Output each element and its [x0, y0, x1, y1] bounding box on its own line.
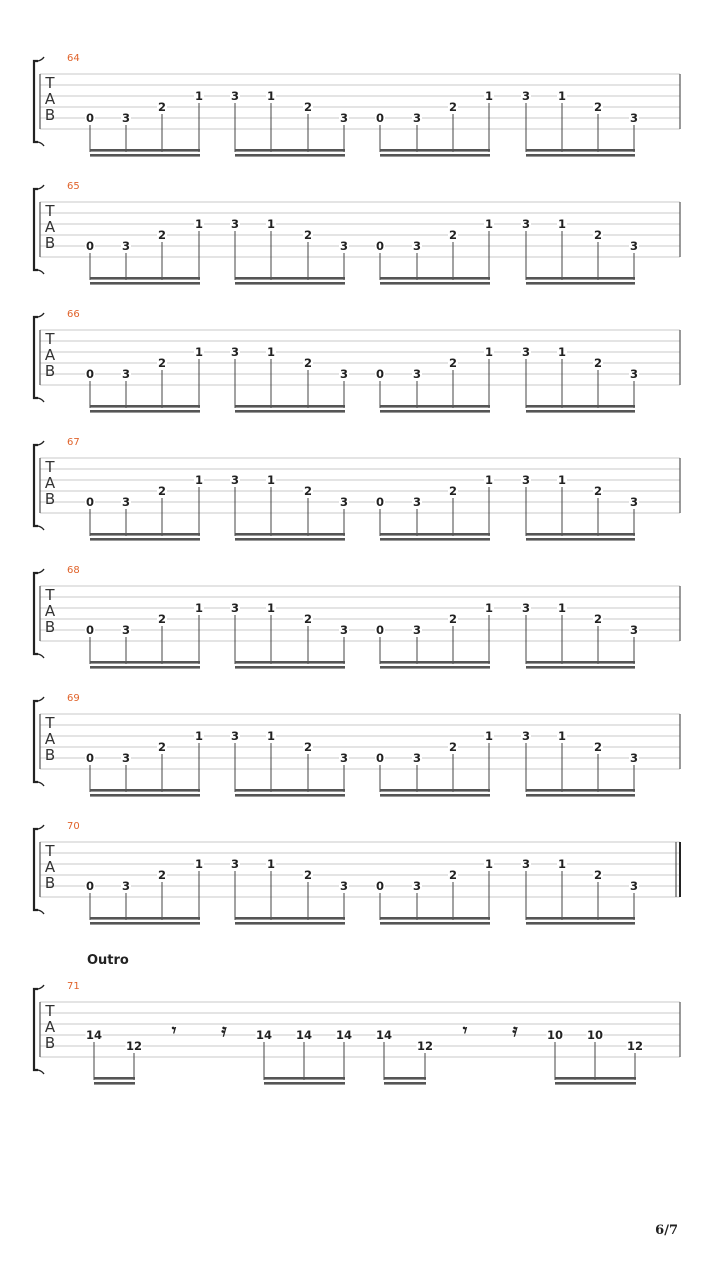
fret-number: 1 [266, 729, 276, 743]
fret-number: 10 [586, 1028, 604, 1042]
fret-number: 3 [521, 473, 531, 487]
tab-system [34, 309, 680, 413]
system-bracket [38, 398, 44, 402]
fret-number: 2 [157, 868, 167, 882]
fret-number: 1 [194, 345, 204, 359]
tab-system [34, 53, 680, 157]
tab-clef-letter: T [45, 842, 55, 860]
fret-number: 14 [255, 1028, 273, 1042]
fret-number: 1 [194, 857, 204, 871]
fret-number: 2 [448, 100, 458, 114]
beam [380, 661, 490, 664]
fret-number: 2 [593, 612, 603, 626]
fret-number: 2 [448, 484, 458, 498]
system-bracket [34, 701, 38, 782]
fret-number: 3 [230, 473, 240, 487]
fret-number: 0 [375, 239, 385, 253]
beam [90, 661, 200, 664]
tab-clef-letter: A [44, 218, 56, 236]
fret-number: 2 [157, 484, 167, 498]
tab-clef-letter: B [44, 362, 56, 380]
fret-number: 3 [412, 239, 422, 253]
fret-number: 3 [629, 879, 639, 893]
system-bracket [38, 185, 44, 189]
fret-number: 3 [629, 367, 639, 381]
fret-number: 1 [266, 473, 276, 487]
fret-number: 3 [629, 751, 639, 765]
beam [380, 922, 490, 925]
tab-clef-letter: T [45, 1002, 55, 1020]
measure-number: 70 [67, 821, 80, 832]
fret-number: 3 [121, 751, 131, 765]
fret-number: 3 [412, 751, 422, 765]
beam [380, 282, 490, 285]
fret-number: 1 [266, 857, 276, 871]
sixteenth-rest: 𝄿 [221, 1021, 227, 1041]
fret-number: 1 [557, 345, 567, 359]
fret-number: 2 [303, 228, 313, 242]
fret-number: 0 [85, 367, 95, 381]
beam [380, 789, 490, 792]
fret-number: 3 [230, 857, 240, 871]
fret-number: 1 [194, 601, 204, 615]
beam [526, 149, 635, 152]
tab-clef-letter: T [45, 202, 55, 220]
fret-number: 3 [230, 89, 240, 103]
fret-number: 2 [303, 868, 313, 882]
beam [380, 277, 490, 280]
fret-number: 1 [484, 217, 494, 231]
fret-number: 3 [521, 729, 531, 743]
fret-number: 2 [157, 100, 167, 114]
beam [555, 1077, 636, 1080]
fret-number: 2 [157, 740, 167, 754]
tab-clef-letter: A [44, 858, 56, 876]
fret-number: 3 [521, 345, 531, 359]
beam [526, 405, 635, 408]
fret-number: 2 [593, 740, 603, 754]
fret-number: 0 [375, 751, 385, 765]
beam [90, 277, 200, 280]
fret-number: 1 [484, 89, 494, 103]
beam [526, 282, 635, 285]
beam [555, 1082, 636, 1085]
fret-number: 3 [521, 601, 531, 615]
system-bracket [38, 569, 44, 573]
tab-clef-letter: A [44, 474, 56, 492]
fret-number: 1 [557, 473, 567, 487]
fret-number: 3 [339, 367, 349, 381]
fret-number: 2 [157, 228, 167, 242]
fret-number: 0 [375, 879, 385, 893]
beam [384, 1077, 426, 1080]
fret-number: 2 [303, 356, 313, 370]
beam [90, 666, 200, 669]
fret-number: 3 [339, 111, 349, 125]
fret-number: 3 [412, 367, 422, 381]
fret-number: 3 [230, 601, 240, 615]
fret-number: 0 [85, 623, 95, 637]
tab-system [34, 181, 680, 285]
beam [526, 922, 635, 925]
beam [384, 1082, 426, 1085]
tab-clef-letter: A [44, 730, 56, 748]
system-bracket [38, 142, 44, 146]
fret-number: 2 [593, 228, 603, 242]
fret-number: 3 [121, 111, 131, 125]
system-bracket [34, 573, 38, 654]
system-bracket [38, 526, 44, 530]
fret-number: 1 [266, 345, 276, 359]
tab-clef-letter: A [44, 346, 56, 364]
fret-number: 2 [593, 100, 603, 114]
beam [235, 538, 345, 541]
tab-clef-letter: B [44, 1034, 56, 1052]
fret-number: 12 [626, 1039, 644, 1053]
tab-clef-letter: T [45, 586, 55, 604]
fret-number: 0 [85, 879, 95, 893]
fret-number: 1 [194, 729, 204, 743]
tab-clef-letter: T [45, 74, 55, 92]
fret-number: 2 [593, 484, 603, 498]
fret-number: 10 [546, 1028, 564, 1042]
fret-number: 1 [194, 217, 204, 231]
fret-number: 1 [557, 217, 567, 231]
beam [380, 538, 490, 541]
tab-clef-letter: A [44, 90, 56, 108]
beam [235, 533, 345, 536]
beam [380, 917, 490, 920]
fret-number: 2 [303, 100, 313, 114]
fret-number: 3 [121, 495, 131, 509]
measure-number: 64 [67, 53, 80, 64]
system-bracket [38, 782, 44, 786]
fret-number: 2 [448, 356, 458, 370]
beam [526, 410, 635, 413]
fret-number: 2 [303, 612, 313, 626]
fret-number: 0 [375, 495, 385, 509]
fret-number: 14 [335, 1028, 353, 1042]
section-label: Outro [87, 953, 129, 968]
tab-clef-letter: T [45, 714, 55, 732]
tab-clef-letter: B [44, 490, 56, 508]
fret-number: 3 [412, 623, 422, 637]
beam [526, 789, 635, 792]
beam [264, 1077, 345, 1080]
tab-clef-letter: B [44, 234, 56, 252]
beam [90, 405, 200, 408]
fret-number: 2 [448, 868, 458, 882]
measure-number: 65 [67, 181, 80, 192]
fret-number: 2 [593, 356, 603, 370]
beam [90, 149, 200, 152]
fret-number: 12 [125, 1039, 143, 1053]
eighth-rest: 𝄾 [462, 1021, 468, 1041]
beam [235, 661, 345, 664]
fret-number: 3 [121, 879, 131, 893]
beam [90, 794, 200, 797]
fret-number: 2 [448, 612, 458, 626]
fret-number: 3 [339, 879, 349, 893]
beam [526, 277, 635, 280]
fret-number: 1 [484, 473, 494, 487]
fret-number: 1 [484, 345, 494, 359]
tab-clef-letter: A [44, 1018, 56, 1036]
measure-number: 67 [67, 437, 80, 448]
beam [235, 917, 345, 920]
system-bracket [38, 985, 44, 989]
fret-number: 3 [629, 111, 639, 125]
fret-number: 12 [416, 1039, 434, 1053]
fret-number: 3 [339, 751, 349, 765]
system-bracket [38, 654, 44, 658]
beam [235, 922, 345, 925]
fret-number: 3 [339, 239, 349, 253]
fret-number: 3 [121, 239, 131, 253]
beam [90, 533, 200, 536]
fret-number: 14 [85, 1028, 103, 1042]
fret-number: 0 [375, 111, 385, 125]
beam [380, 794, 490, 797]
fret-number: 2 [157, 356, 167, 370]
beam [235, 154, 345, 157]
beam [235, 410, 345, 413]
beam [90, 789, 200, 792]
beam [235, 666, 345, 669]
beam [380, 154, 490, 157]
fret-number: 3 [339, 495, 349, 509]
fret-number: 1 [484, 729, 494, 743]
measure-number: 66 [67, 309, 80, 320]
system-bracket [34, 61, 38, 142]
fret-number: 1 [194, 473, 204, 487]
tab-clef-letter: B [44, 746, 56, 764]
beam [235, 405, 345, 408]
fret-number: 3 [230, 217, 240, 231]
fret-number: 2 [448, 228, 458, 242]
tab-system [34, 565, 680, 669]
beam [235, 282, 345, 285]
fret-number: 3 [230, 345, 240, 359]
tab-clef-letter: T [45, 330, 55, 348]
system-bracket [38, 697, 44, 701]
fret-number: 0 [375, 367, 385, 381]
fret-number: 0 [85, 239, 95, 253]
fret-number: 2 [303, 484, 313, 498]
beam [90, 917, 200, 920]
system-bracket [34, 189, 38, 270]
system-bracket [34, 445, 38, 526]
fret-number: 3 [629, 623, 639, 637]
measure-number: 71 [67, 981, 80, 992]
tab-system [34, 437, 680, 541]
fret-number: 2 [593, 868, 603, 882]
system-bracket [38, 57, 44, 61]
eighth-rest: 𝄾 [171, 1021, 177, 1041]
fret-number: 3 [412, 879, 422, 893]
sixteenth-rest: 𝄿 [512, 1021, 518, 1041]
tab-clef-letter: A [44, 602, 56, 620]
system-bracket [38, 910, 44, 914]
beam [380, 533, 490, 536]
beam [380, 149, 490, 152]
system-bracket [38, 825, 44, 829]
fret-number: 2 [448, 740, 458, 754]
fret-number: 1 [266, 89, 276, 103]
system-bracket [38, 270, 44, 274]
beam [526, 661, 635, 664]
beam [94, 1077, 135, 1080]
tab-clef-letter: B [44, 874, 56, 892]
fret-number: 3 [521, 89, 531, 103]
fret-number: 1 [194, 89, 204, 103]
tab-clef-letter: B [44, 106, 56, 124]
fret-number: 0 [85, 495, 95, 509]
fret-number: 1 [484, 857, 494, 871]
tab-system [34, 821, 680, 925]
fret-number: 1 [484, 601, 494, 615]
beam [90, 922, 200, 925]
fret-number: 2 [303, 740, 313, 754]
fret-number: 3 [121, 367, 131, 381]
fret-number: 1 [266, 217, 276, 231]
beam [526, 917, 635, 920]
system-bracket [34, 829, 38, 910]
fret-number: 14 [295, 1028, 313, 1042]
fret-number: 0 [85, 111, 95, 125]
fret-number: 0 [375, 623, 385, 637]
beam [235, 794, 345, 797]
fret-number: 3 [121, 623, 131, 637]
fret-number: 14 [375, 1028, 393, 1042]
tab-clef-letter: T [45, 458, 55, 476]
tab-clef-letter: B [44, 618, 56, 636]
beam [94, 1082, 135, 1085]
beam [526, 538, 635, 541]
system-bracket [34, 989, 38, 1070]
beam [380, 405, 490, 408]
system-bracket [34, 317, 38, 398]
fret-number: 1 [557, 857, 567, 871]
fret-number: 3 [339, 623, 349, 637]
beam [380, 410, 490, 413]
beam [526, 794, 635, 797]
beam [235, 789, 345, 792]
beam [90, 282, 200, 285]
beam [526, 533, 635, 536]
system-bracket [38, 313, 44, 317]
beam [526, 154, 635, 157]
beam [90, 410, 200, 413]
fret-number: 1 [557, 89, 567, 103]
beam [380, 666, 490, 669]
fret-number: 3 [230, 729, 240, 743]
fret-number: 3 [521, 857, 531, 871]
fret-number: 3 [412, 495, 422, 509]
measure-number: 68 [67, 565, 80, 576]
fret-number: 1 [557, 601, 567, 615]
tab-system [34, 953, 680, 1085]
measure-number: 69 [67, 693, 80, 704]
tab-system [34, 693, 680, 797]
fret-number: 0 [85, 751, 95, 765]
fret-number: 1 [557, 729, 567, 743]
page-number: 6/7 [655, 1223, 678, 1238]
beam [235, 277, 345, 280]
fret-number: 3 [629, 239, 639, 253]
system-bracket [38, 441, 44, 445]
beam [235, 149, 345, 152]
system-bracket [38, 1070, 44, 1074]
fret-number: 1 [266, 601, 276, 615]
fret-number: 3 [412, 111, 422, 125]
fret-number: 3 [629, 495, 639, 509]
fret-number: 2 [157, 612, 167, 626]
beam [264, 1082, 345, 1085]
beam [90, 154, 200, 157]
beam [90, 538, 200, 541]
fret-number: 3 [521, 217, 531, 231]
beam [526, 666, 635, 669]
